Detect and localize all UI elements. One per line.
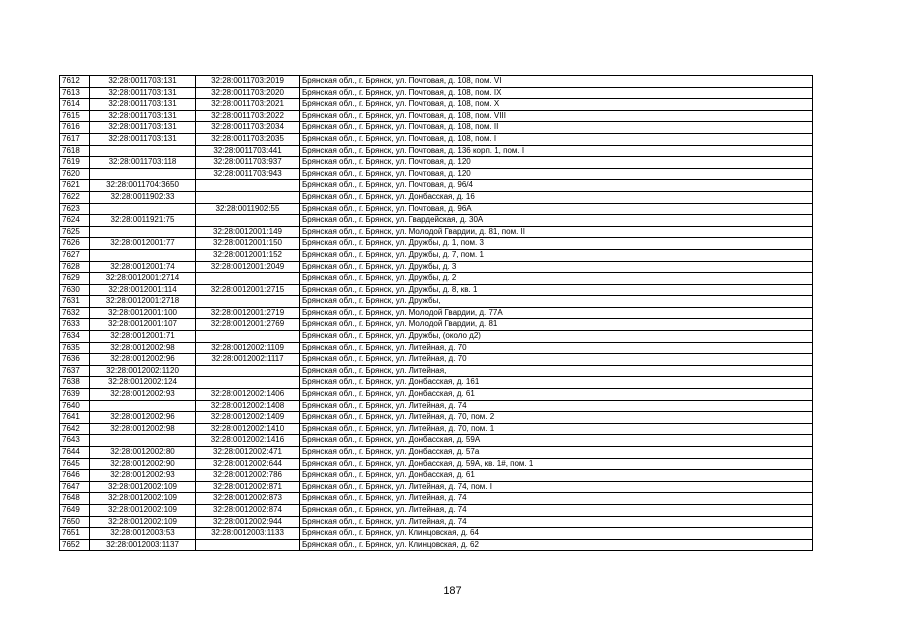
- address-cell: Брянская обл., г. Брянск, ул. Донбасская, д. 61: [300, 470, 813, 482]
- cadastral-number-cell: [196, 331, 300, 343]
- address-cell: Брянская обл., г. Брянск, ул. Молодой Гвардии, д. 77А: [300, 307, 813, 319]
- parent-cadastral-cell: 32:28:0012002:80: [90, 447, 196, 459]
- row-number-cell: 7640: [60, 400, 90, 412]
- table-row: [60, 435, 813, 447]
- cadastral-number-cell: 32:28:0012002:1410: [196, 423, 300, 435]
- table-row: [60, 365, 813, 377]
- table-row: [60, 539, 813, 551]
- cadastral-number-cell: [196, 273, 300, 285]
- address-cell: Брянская обл., г. Брянск, ул. Литейная, д. 74: [300, 504, 813, 516]
- parent-cadastral-cell: 32:28:0012002:93: [90, 470, 196, 482]
- address-cell: Брянская обл., г. Брянск, ул. Дружбы,: [300, 296, 813, 308]
- cadastral-number-cell: 32:28:0011703:943: [196, 168, 300, 180]
- table-row: [60, 447, 813, 459]
- parent-cadastral-cell: 32:28:0011703:131: [90, 99, 196, 111]
- address-cell: Брянская обл., г. Брянск, ул. Дружбы, д. 1, пом. 3: [300, 238, 813, 250]
- parent-cadastral-cell: 32:28:0012002:96: [90, 412, 196, 424]
- address-cell: Брянская обл., г. Брянск, ул. Донбасская, д. 61: [300, 389, 813, 401]
- parent-cadastral-cell: 32:28:0011703:131: [90, 87, 196, 99]
- parent-cadastral-cell: 32:28:0011703:131: [90, 122, 196, 134]
- cadastral-number-cell: 32:28:0012002:873: [196, 493, 300, 505]
- cadastral-number-cell: 32:28:0011703:2022: [196, 110, 300, 122]
- table-row: [60, 191, 813, 203]
- parent-cadastral-cell: 32:28:0012002:124: [90, 377, 196, 389]
- table-row: [60, 307, 813, 319]
- parent-cadastral-cell: 32:28:0012002:98: [90, 423, 196, 435]
- cadastral-number-cell: [196, 180, 300, 192]
- cadastral-number-cell: 32:28:0012002:786: [196, 470, 300, 482]
- cadastral-number-cell: 32:28:0011703:2021: [196, 99, 300, 111]
- address-cell: Брянская обл., г. Брянск, ул. Литейная, д. 74, пом. I: [300, 481, 813, 493]
- table-row: [60, 157, 813, 169]
- address-cell: Брянская обл., г. Брянск, ул. Литейная, д. 74: [300, 400, 813, 412]
- table-row: [60, 145, 813, 157]
- row-number-cell: 7614: [60, 99, 90, 111]
- cadastral-number-cell: 32:28:0012001:152: [196, 249, 300, 261]
- table-row: [60, 470, 813, 482]
- parent-cadastral-cell: 32:28:0012001:74: [90, 261, 196, 273]
- table-row: [60, 423, 813, 435]
- row-number-cell: 7637: [60, 365, 90, 377]
- parent-cadastral-cell: 32:28:0012002:109: [90, 481, 196, 493]
- address-cell: Брянская обл., г. Брянск, ул. Почтовая, д. 108, пом. I: [300, 133, 813, 145]
- parent-cadastral-cell: 32:28:0012001:2714: [90, 273, 196, 285]
- parent-cadastral-cell: 32:28:0012002:90: [90, 458, 196, 470]
- address-cell: Брянская обл., г. Брянск, ул. Донбасская, д. 59А, кв. 1#, пом. 1: [300, 458, 813, 470]
- cadastral-number-cell: 32:28:0011703:2020: [196, 87, 300, 99]
- parent-cadastral-cell: [90, 400, 196, 412]
- row-number-cell: 7651: [60, 528, 90, 540]
- parent-cadastral-cell: [90, 145, 196, 157]
- table-row: [60, 400, 813, 412]
- table-row: [60, 528, 813, 540]
- table-row: [60, 284, 813, 296]
- table-row: [60, 377, 813, 389]
- parent-cadastral-cell: 32:28:0012001:2718: [90, 296, 196, 308]
- parent-cadastral-cell: 32:28:0012002:109: [90, 493, 196, 505]
- table-row: [60, 412, 813, 424]
- table-row: [60, 99, 813, 111]
- property-table-body: [60, 76, 813, 551]
- cadastral-number-cell: 32:28:0011703:441: [196, 145, 300, 157]
- parent-cadastral-cell: [90, 435, 196, 447]
- parent-cadastral-cell: [90, 226, 196, 238]
- address-cell: Брянская обл., г. Брянск, ул. Гвардейская, д. 30А: [300, 215, 813, 227]
- row-number-cell: 7631: [60, 296, 90, 308]
- cadastral-number-cell: [196, 365, 300, 377]
- row-number-cell: 7634: [60, 331, 90, 343]
- row-number-cell: 7643: [60, 435, 90, 447]
- row-number-cell: 7632: [60, 307, 90, 319]
- table-row: [60, 87, 813, 99]
- table-row: [60, 296, 813, 308]
- row-number-cell: 7652: [60, 539, 90, 551]
- table-row: [60, 215, 813, 227]
- row-number-cell: 7619: [60, 157, 90, 169]
- table-row: [60, 516, 813, 528]
- cadastral-number-cell: 32:28:0012001:149: [196, 226, 300, 238]
- cadastral-number-cell: 32:28:0012002:1117: [196, 354, 300, 366]
- table-row: [60, 110, 813, 122]
- cadastral-number-cell: 32:28:0012002:644: [196, 458, 300, 470]
- cadastral-number-cell: [196, 296, 300, 308]
- cadastral-number-cell: [196, 215, 300, 227]
- table-row: [60, 342, 813, 354]
- parent-cadastral-cell: [90, 249, 196, 261]
- address-cell: Брянская обл., г. Брянск, ул. Литейная,: [300, 365, 813, 377]
- row-number-cell: 7638: [60, 377, 90, 389]
- address-cell: Брянская обл., г. Брянск, ул. Почтовая, д. 96/4: [300, 180, 813, 192]
- address-cell: Брянская обл., г. Брянск, ул. Дружбы, д. 3: [300, 261, 813, 273]
- row-number-cell: 7622: [60, 191, 90, 203]
- row-number-cell: 7635: [60, 342, 90, 354]
- parent-cadastral-cell: [90, 168, 196, 180]
- address-cell: Брянская обл., г. Брянск, ул. Литейная, д. 70: [300, 342, 813, 354]
- address-cell: Брянская обл., г. Брянск, ул. Почтовая, д. 120: [300, 157, 813, 169]
- address-cell: Брянская обл., г. Брянск, ул. Донбасская, д. 161: [300, 377, 813, 389]
- cadastral-number-cell: 32:28:0012002:1408: [196, 400, 300, 412]
- cadastral-number-cell: 32:28:0011703:2035: [196, 133, 300, 145]
- address-cell: Брянская обл., г. Брянск, ул. Дружбы, д. 2: [300, 273, 813, 285]
- address-cell: Брянская обл., г. Брянск, ул. Почтовая, д. 108, пом. X: [300, 99, 813, 111]
- parent-cadastral-cell: 32:28:0011703:131: [90, 133, 196, 145]
- row-number-cell: 7624: [60, 215, 90, 227]
- cadastral-number-cell: 32:28:0012003:1133: [196, 528, 300, 540]
- cadastral-number-cell: 32:28:0011703:937: [196, 157, 300, 169]
- parent-cadastral-cell: 32:28:0011703:131: [90, 110, 196, 122]
- parent-cadastral-cell: 32:28:0012001:107: [90, 319, 196, 331]
- row-number-cell: 7629: [60, 273, 90, 285]
- parent-cadastral-cell: 32:28:0012002:109: [90, 504, 196, 516]
- cadastral-number-cell: 32:28:0012001:2719: [196, 307, 300, 319]
- table-row: [60, 226, 813, 238]
- row-number-cell: 7650: [60, 516, 90, 528]
- row-number-cell: 7625: [60, 226, 90, 238]
- row-number-cell: 7645: [60, 458, 90, 470]
- row-number-cell: 7620: [60, 168, 90, 180]
- cadastral-number-cell: [196, 539, 300, 551]
- row-number-cell: 7621: [60, 180, 90, 192]
- cadastral-number-cell: 32:28:0012002:471: [196, 447, 300, 459]
- row-number-cell: 7647: [60, 481, 90, 493]
- row-number-cell: 7648: [60, 493, 90, 505]
- table-row: [60, 249, 813, 261]
- row-number-cell: 7626: [60, 238, 90, 250]
- address-cell: Брянская обл., г. Брянск, ул. Клинцовская, д. 64: [300, 528, 813, 540]
- address-cell: Брянская обл., г. Брянск, ул. Почтовая, д. 108, пом. II: [300, 122, 813, 134]
- parent-cadastral-cell: 32:28:0011921:75: [90, 215, 196, 227]
- row-number-cell: 7615: [60, 110, 90, 122]
- address-cell: Брянская обл., г. Брянск, ул. Почтовая, д. 136 корп. 1, пом. I: [300, 145, 813, 157]
- cadastral-number-cell: [196, 377, 300, 389]
- cadastral-number-cell: 32:28:0012001:150: [196, 238, 300, 250]
- cadastral-number-cell: 32:28:0012001:2715: [196, 284, 300, 296]
- row-number-cell: 7646: [60, 470, 90, 482]
- row-number-cell: 7627: [60, 249, 90, 261]
- table-row: [60, 180, 813, 192]
- cadastral-number-cell: 32:28:0012002:871: [196, 481, 300, 493]
- address-cell: Брянская обл., г. Брянск, ул. Почтовая, д. 108, пом. IX: [300, 87, 813, 99]
- address-cell: Брянская обл., г. Брянск, ул. Литейная, д. 70, пом. 2: [300, 412, 813, 424]
- table-row: [60, 319, 813, 331]
- cadastral-number-cell: 32:28:0012002:1416: [196, 435, 300, 447]
- row-number-cell: 7612: [60, 76, 90, 88]
- parent-cadastral-cell: 32:28:0012002:98: [90, 342, 196, 354]
- address-cell: Брянская обл., г. Брянск, ул. Литейная, д. 74: [300, 516, 813, 528]
- table-row: [60, 331, 813, 343]
- parent-cadastral-cell: 32:28:0011703:131: [90, 76, 196, 88]
- address-cell: Брянская обл., г. Брянск, ул. Донбасская, д. 59А: [300, 435, 813, 447]
- cadastral-number-cell: 32:28:0012002:874: [196, 504, 300, 516]
- cadastral-number-cell: 32:28:0012002:1409: [196, 412, 300, 424]
- row-number-cell: 7636: [60, 354, 90, 366]
- cadastral-number-cell: 32:28:0011703:2019: [196, 76, 300, 88]
- table-row: [60, 203, 813, 215]
- table-row: [60, 133, 813, 145]
- address-cell: Брянская обл., г. Брянск, ул. Клинцовская, д. 62: [300, 539, 813, 551]
- table-row: [60, 354, 813, 366]
- table-row: [60, 273, 813, 285]
- row-number-cell: 7630: [60, 284, 90, 296]
- address-cell: Брянская обл., г. Брянск, ул. Дружбы, (около д2): [300, 331, 813, 343]
- table-row: [60, 389, 813, 401]
- table-row: [60, 76, 813, 88]
- row-number-cell: 7639: [60, 389, 90, 401]
- address-cell: Брянская обл., г. Брянск, ул. Почтовая, д. 120: [300, 168, 813, 180]
- page-number: 187: [443, 585, 462, 597]
- address-cell: Брянская обл., г. Брянск, ул. Почтовая, д. 108, пом. VIII: [300, 110, 813, 122]
- parent-cadastral-cell: 32:28:0012001:77: [90, 238, 196, 250]
- parent-cadastral-cell: 32:28:0012001:71: [90, 331, 196, 343]
- table-row: [60, 481, 813, 493]
- row-number-cell: 7633: [60, 319, 90, 331]
- address-cell: Брянская обл., г. Брянск, ул. Донбасская, д. 16: [300, 191, 813, 203]
- table-row: [60, 122, 813, 134]
- row-number-cell: 7649: [60, 504, 90, 516]
- table-row: [60, 504, 813, 516]
- address-cell: Брянская обл., г. Брянск, ул. Литейная, д. 74: [300, 493, 813, 505]
- table-row: [60, 238, 813, 250]
- address-cell: Брянская обл., г. Брянск, ул. Почтовая, д. 96А: [300, 203, 813, 215]
- row-number-cell: 7617: [60, 133, 90, 145]
- address-cell: Брянская обл., г. Брянск, ул. Донбасская, д. 57а: [300, 447, 813, 459]
- cadastral-number-cell: 32:28:0012002:1109: [196, 342, 300, 354]
- cadastral-number-cell: 32:28:0011902:55: [196, 203, 300, 215]
- row-number-cell: 7616: [60, 122, 90, 134]
- parent-cadastral-cell: [90, 203, 196, 215]
- parent-cadastral-cell: 32:28:0011902:33: [90, 191, 196, 203]
- cadastral-number-cell: 32:28:0012001:2049: [196, 261, 300, 273]
- table-row: [60, 261, 813, 273]
- parent-cadastral-cell: 32:28:0012001:100: [90, 307, 196, 319]
- property-table: [59, 75, 813, 551]
- parent-cadastral-cell: 32:28:0011703:118: [90, 157, 196, 169]
- address-cell: Брянская обл., г. Брянск, ул. Дружбы, д. 8, кв. 1: [300, 284, 813, 296]
- parent-cadastral-cell: 32:28:0012002:109: [90, 516, 196, 528]
- cadastral-number-cell: 32:28:0012002:944: [196, 516, 300, 528]
- address-cell: Брянская обл., г. Брянск, ул. Литейная, д. 70, пом. 1: [300, 423, 813, 435]
- parent-cadastral-cell: 32:28:0012002:1120: [90, 365, 196, 377]
- row-number-cell: 7613: [60, 87, 90, 99]
- address-cell: Брянская обл., г. Брянск, ул. Литейная, д. 70: [300, 354, 813, 366]
- parent-cadastral-cell: 32:28:0012002:93: [90, 389, 196, 401]
- cadastral-number-cell: 32:28:0011703:2034: [196, 122, 300, 134]
- parent-cadastral-cell: 32:28:0012001:114: [90, 284, 196, 296]
- parent-cadastral-cell: 32:28:0011704:3650: [90, 180, 196, 192]
- row-number-cell: 7644: [60, 447, 90, 459]
- row-number-cell: 7641: [60, 412, 90, 424]
- parent-cadastral-cell: 32:28:0012003:53: [90, 528, 196, 540]
- row-number-cell: 7628: [60, 261, 90, 273]
- cadastral-number-cell: [196, 191, 300, 203]
- row-number-cell: 7623: [60, 203, 90, 215]
- table-row: [60, 168, 813, 180]
- address-cell: Брянская обл., г. Брянск, ул. Молодой Гвардии, д. 81, пом. II: [300, 226, 813, 238]
- table-row: [60, 458, 813, 470]
- row-number-cell: 7618: [60, 145, 90, 157]
- table-row: [60, 493, 813, 505]
- cadastral-number-cell: 32:28:0012001:2769: [196, 319, 300, 331]
- cadastral-number-cell: 32:28:0012002:1406: [196, 389, 300, 401]
- address-cell: Брянская обл., г. Брянск, ул. Молодой Гвардии, д. 81: [300, 319, 813, 331]
- parent-cadastral-cell: 32:28:0012003:1137: [90, 539, 196, 551]
- address-cell: Брянская обл., г. Брянск, ул. Дружбы, д. 7, пом. 1: [300, 249, 813, 261]
- address-cell: Брянская обл., г. Брянск, ул. Почтовая, д. 108, пом. VI: [300, 76, 813, 88]
- row-number-cell: 7642: [60, 423, 90, 435]
- parent-cadastral-cell: 32:28:0012002:96: [90, 354, 196, 366]
